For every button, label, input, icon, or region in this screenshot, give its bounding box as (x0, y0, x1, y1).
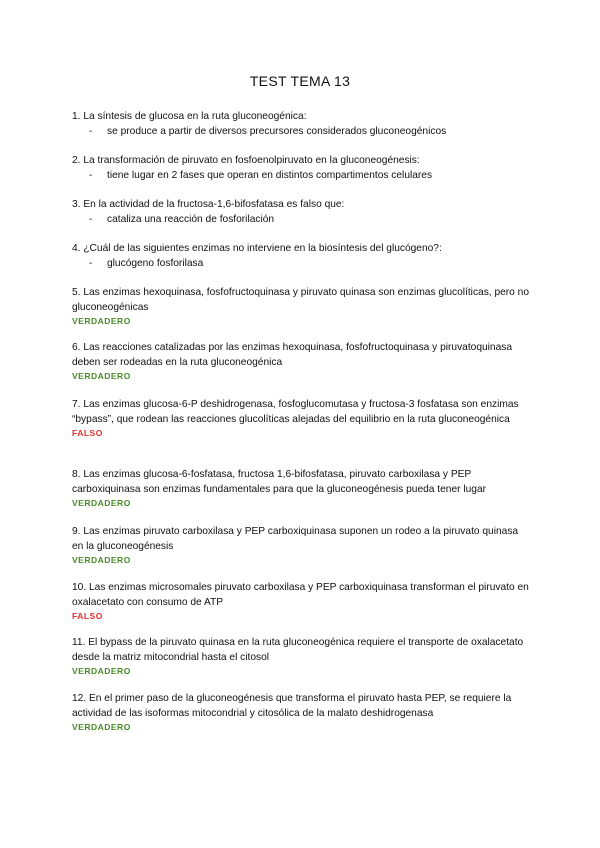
verdict-badge: VERDADERO (72, 722, 131, 732)
question-2 (72, 153, 532, 183)
answer-item (72, 212, 532, 227)
question-1 (72, 109, 532, 139)
question-text: 11. El bypass de la piruvato quinasa en la ruta gluconeogénica requiere el transporte de oxalacetato desde la matriz mitocondrial hasta el citosol (72, 637, 524, 663)
dash-bullet: - (89, 258, 93, 269)
question-8 (72, 467, 532, 509)
question-text: 3. En la actividad de la fructosa-1,6-bifosfatasa es falso que: (72, 199, 345, 210)
answer-item (72, 168, 532, 183)
answer-text: glucógeno fosforilasa (107, 258, 204, 269)
question-text: 4. ¿Cuál de las siguientes enzimas no interviene en la biosíntesis del glucógeno?: (72, 243, 442, 254)
question-4 (72, 241, 532, 271)
answer-text: cataliza una reacción de fosforilación (107, 214, 275, 225)
question-text: 10. Las enzimas microsomales piruvato carboxilasa y PEP carboxiquinasa transforman el piruvato en oxalacetato con consumo de ATP (72, 582, 529, 608)
dash-bullet: - (89, 214, 93, 225)
question-text: 12. En el primer paso de la gluconeogénesis que transforma el piruvato hasta PEP, se requiere la actividad de las isoformas mitocondrial y citosólica de la malato deshidrogenasa (72, 693, 512, 719)
question-11 (72, 635, 532, 677)
answer-item (72, 256, 532, 271)
verdict-badge: FALSO (72, 428, 103, 438)
verdict-badge: VERDADERO (72, 498, 131, 508)
verdict-badge: FALSO (72, 611, 103, 621)
question-text: 6. Las reacciones catalizadas por las enzimas hexoquinasa, fosfofructoquinasa y piruvatoquinasa deben ser rodeadas en la ruta gluconeogénica (72, 342, 513, 368)
dash-bullet: - (89, 126, 93, 137)
question-text: 1. La síntesis de glucosa en la ruta gluconeogénica: (72, 111, 307, 122)
question-10 (72, 580, 532, 622)
answer-item (72, 124, 532, 139)
question-7 (72, 397, 532, 439)
question-5 (72, 285, 532, 327)
question-text: 5. Las enzimas hexoquinasa, fosfofructoquinasa y piruvato quinasa son enzimas glucolíticas, pero no gluconeogénicas (72, 287, 530, 313)
answer-text: tiene lugar en 2 fases que operan en distintos compartimentos celulares (107, 170, 433, 181)
verdict-badge: VERDADERO (72, 555, 131, 565)
question-9 (72, 524, 532, 566)
question-12 (72, 691, 532, 733)
question-text: 8. Las enzimas glucosa-6-fosfatasa, fructosa 1,6-bifosfatasa, piruvato carboxilasa y PEP carboxiquinasa son enzimas fundamentales para que la gluconeogénesis pueda tener lugar (72, 469, 487, 495)
verdict-badge: VERDADERO (72, 371, 131, 381)
dash-bullet: - (89, 170, 93, 181)
question-3 (72, 197, 532, 227)
question-text: 2. La transformación de piruvato en fosfoenolpiruvato en la gluconeogénesis: (72, 155, 420, 166)
verdict-badge: VERDADERO (72, 316, 131, 326)
question-text: 9. Las enzimas piruvato carboxilasa y PEP carboxiquinasa suponen un rodeo a la piruvato quinasa en la gluconeogénesis (72, 526, 519, 552)
answer-text: se produce a partir de diversos precursores considerados gluconeogénicos (107, 126, 447, 137)
question-text: 7. Las enzimas glucosa-6-P deshidrogenasa, fosfoglucomutasa y fructosa-3 fosfatasa son enzimas “bypass”, que rodean las reacciones glucolíticas alejadas del equilibrio en la ruta gluconeogénica (72, 399, 519, 425)
verdict-badge: VERDADERO (72, 666, 131, 676)
page-title: TEST TEMA 13 (249, 73, 351, 89)
question-6 (72, 340, 532, 382)
